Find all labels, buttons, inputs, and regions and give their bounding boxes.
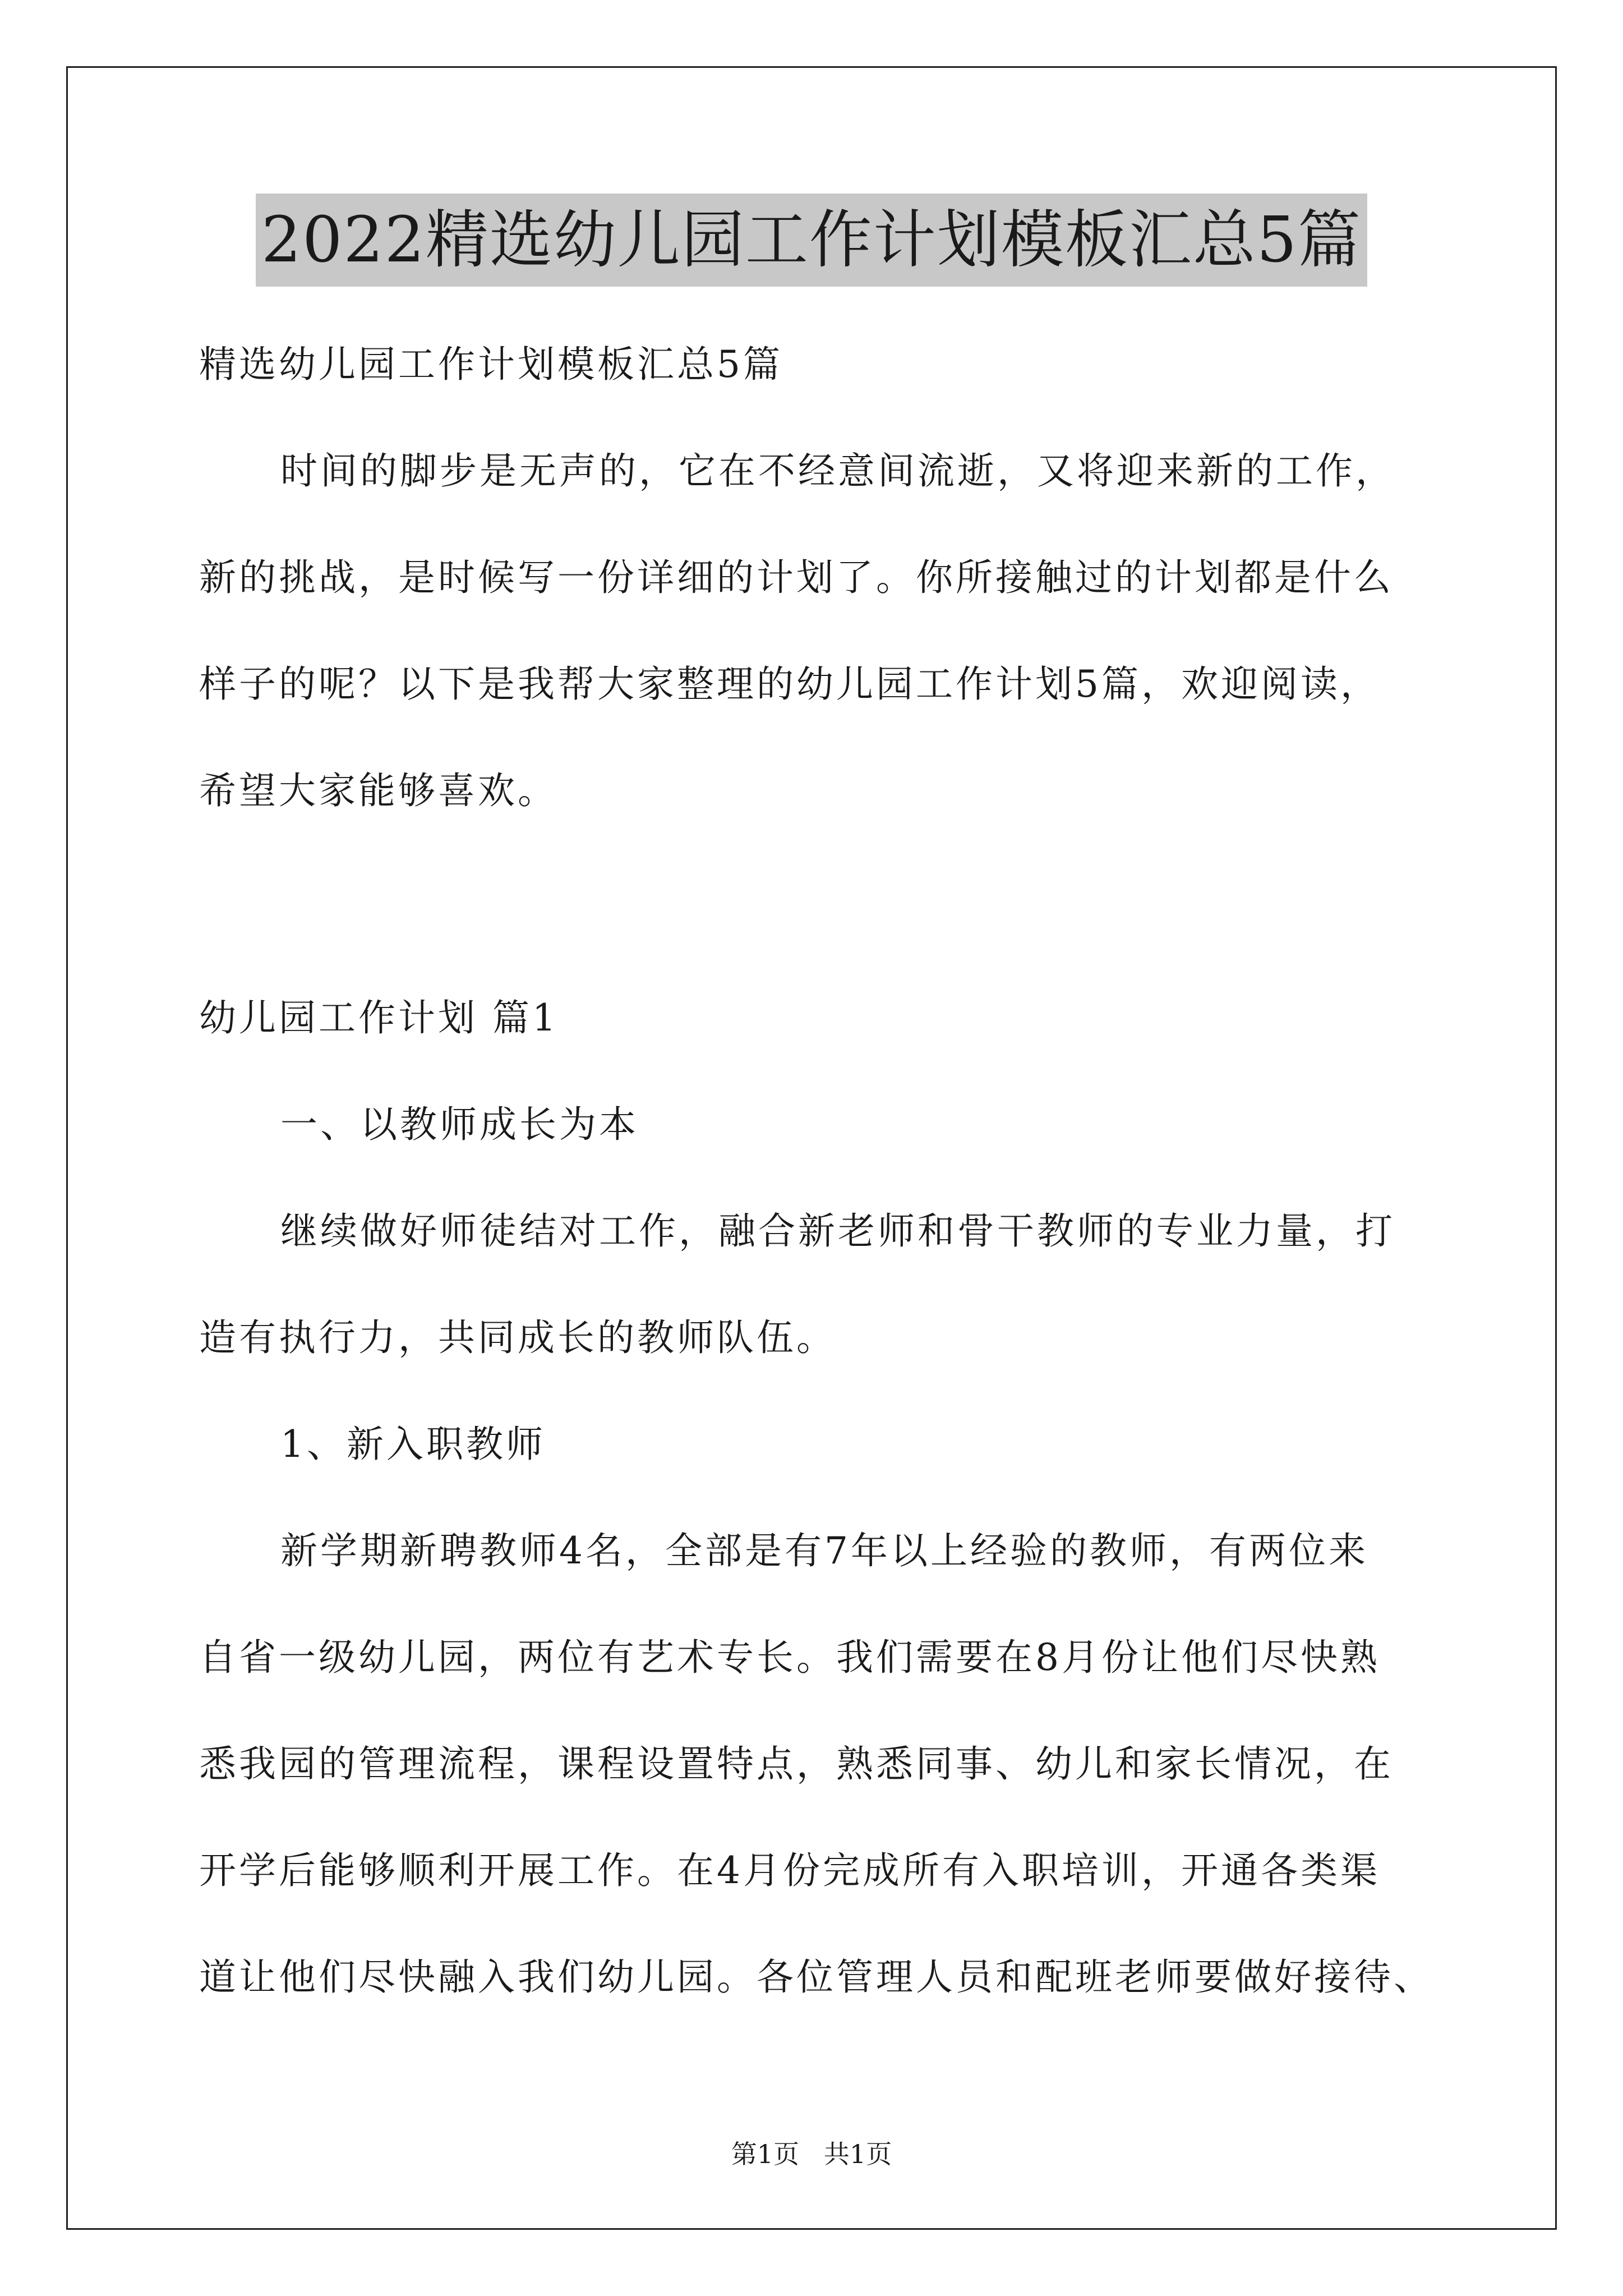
- paragraph-line: 希望大家能够喜欢。: [199, 769, 557, 812]
- paragraph-line: 新学期新聘教师4名，全部是有7年以上经验的教师，有两位来: [280, 1529, 1368, 1572]
- page-footer: 第1页 共1页: [731, 2139, 892, 2169]
- paragraph-line: 新的挑战，是时候写一份详细的计划了。你所接触过的计划都是什么: [199, 556, 1394, 599]
- paragraph-line: 自省一级幼儿园，两位有艺术专长。我们需要在8月份让他们尽快熟: [199, 1636, 1380, 1679]
- paragraph-line: 时间的脚步是无声的，它在不经意间流逝，又将迎来新的工作，: [280, 449, 1395, 493]
- paragraph-line: 悉我园的管理流程，课程设置特点，熟悉同事、幼儿和家长情况，在: [199, 1742, 1394, 1786]
- subtitle-line: 精选幼儿园工作计划模板汇总5篇: [199, 343, 783, 386]
- subsection-heading: 一、以教师成长为本: [280, 1103, 639, 1146]
- paragraph-line: 样子的呢？以下是我帮大家整理的幼儿园工作计划5篇，欢迎阅读，: [199, 662, 1380, 706]
- paragraph-line: 造有执行力，共同成长的教师队伍。: [199, 1316, 836, 1359]
- section-heading: 幼儿园工作计划 篇1: [199, 996, 559, 1039]
- paragraph-line: 道让他们尽快融入我们幼儿园。各位管理人员和配班老师要做好接待、: [199, 1955, 1433, 1999]
- paragraph-line: 开学后能够顺利开展工作。在4月份完成所有入职培训，开通各类渠: [199, 1849, 1380, 1892]
- document-title: 2022精选幼儿园工作计划模板汇总5篇: [256, 194, 1367, 287]
- title-container: [0, 194, 1623, 287]
- subsection-heading: 1、新入职教师: [280, 1423, 546, 1466]
- paragraph-line: 继续做好师徒结对工作，融合新老师和骨干教师的专业力量，打: [280, 1209, 1395, 1253]
